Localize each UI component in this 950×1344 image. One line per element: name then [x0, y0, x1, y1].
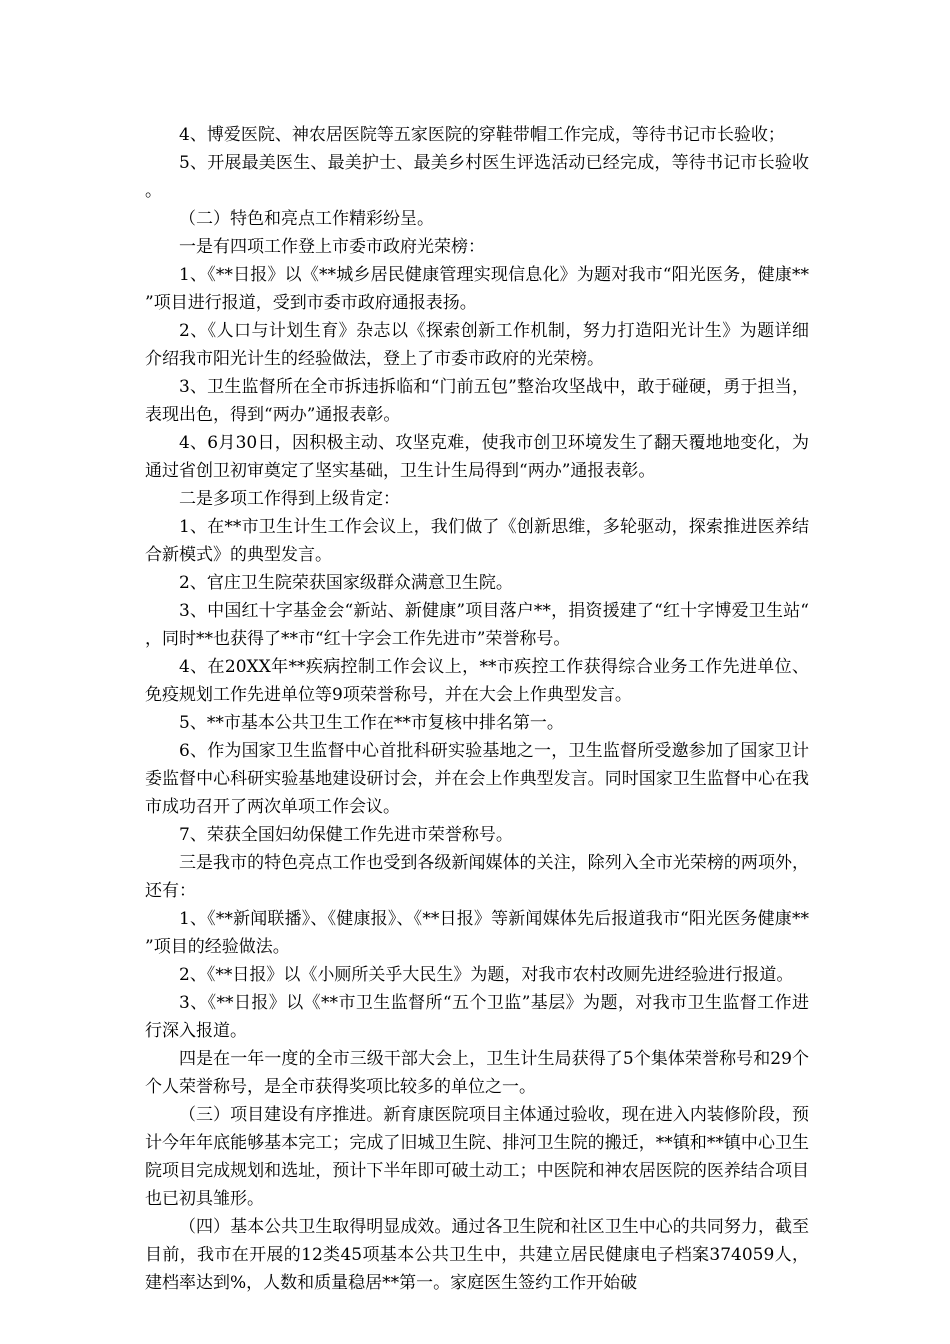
paragraph: 1、《**日报》以《**城乡居民健康管理实现信息化》为题对我市“阳光医务，健康**”项目进行报道，受到市委市政府通报表扬。 — [145, 265, 809, 313]
paragraph: 1、在**市卫生计生工作会议上，我们做了《创新思维，多轮驱动，探索推进医养结合新模式》的典型发言。 — [145, 517, 809, 565]
paragraph: 3、中国红十字基金会“新站、新健康”项目落户**，捐资援建了“红十字博爱卫生站“，同时**也获得了**市“红十字会工作先进市”荣誉称号。 — [145, 601, 809, 649]
paragraph: 6、作为国家卫生监督中心首批科研实验基地之一，卫生监督所受邀参加了国家卫计委监督中心科研实验基地建设研讨会，并在会上作典型发言。同时国家卫生监督中心在我市成功召开了两次单项工作会议。 — [145, 741, 809, 817]
paragraph: 2、《**日报》以《小厕所关乎大民生》为题，对我市农村改厕先进经验进行报道。 — [179, 965, 794, 985]
paragraph: 5、开展最美医生、最美护士、最美乡村医生评选活动已经完成，等待书记市长验收。 — [145, 153, 809, 201]
paragraph: 4、在20XX年**疾病控制工作会议上，**市疾控工作获得综合业务工作先进单位、免疫规划工作先进单位等9项荣誉称号，并在大会上作典型发言。 — [145, 657, 809, 705]
paragraph: （三）项目建设有序推进。新育康医院项目主体通过验收，现在进入内装修阶段，预计今年年底能够基本完工；完成了旧城卫生院、排河卫生院的搬迁，**镇和**镇中心卫生院项目完成规划和选址，预计下半年即可破土动工；中医院和神农居医院的医养结合项目也已初具雏形。 — [145, 1105, 809, 1209]
paragraph: 2、《人口与计划生育》杂志以《探索创新工作机制，努力打造阳光计生》为题详细介绍我市阳光计生的经验做法，登上了市委市政府的光荣榜。 — [145, 321, 809, 369]
paragraph: 一是有四项工作登上市委市政府光荣榜： — [179, 237, 485, 257]
paragraph: 7、荣获全国妇幼保健工作先进市荣誉称号。 — [179, 825, 513, 845]
section-heading: （二）特色和亮点工作精彩纷呈。 — [179, 209, 434, 229]
paragraph: （四）基本公共卫生取得明显成效。通过各卫生院和社区卫生中心的共同努力，截至目前，我市在开展的12类45项基本公共卫生中，共建立居民健康电子档案374059人，建档率达到%，人数和质量稳居**第一。家庭医生签约工作开始破 — [145, 1217, 809, 1293]
paragraph: 1、《**新闻联播》、《健康报》、《**日报》等新闻媒体先后报道我市“阳光医务健康**”项目的经验做法。 — [145, 909, 809, 957]
paragraph: 四是在一年一度的全市三级干部大会上，卫生计生局获得了5个集体荣誉称号和29个个人荣誉称号，是全市获得奖项比较多的单位之一。 — [145, 1049, 809, 1097]
paragraph: 5、**市基本公共卫生工作在**市复核中排名第一。 — [179, 713, 564, 733]
paragraph: 3、卫生监督所在全市拆违拆临和“门前五包”整治攻坚战中，敢于碰硬，勇于担当，表现出色，得到“两办”通报表彰。 — [145, 377, 809, 425]
paragraph: 3、《**日报》以《**市卫生监督所“五个卫监”基层》为题，对我市卫生监督工作进行深入报道。 — [145, 993, 809, 1041]
paragraph: 二是多项工作得到上级肯定： — [179, 489, 400, 509]
document-body — [145, 121, 809, 1297]
paragraph: 4、6月30日，因积极主动、攻坚克难，使我市创卫环境发生了翻天覆地地变化，为通过省创卫初审奠定了坚实基础，卫生计生局得到“两办”通报表彰。 — [145, 433, 809, 481]
paragraph: 三是我市的特色亮点工作也受到各级新闻媒体的关注，除列入全市光荣榜的两项外，还有： — [145, 853, 809, 901]
paragraph: 4、博爱医院、神农居医院等五家医院的穿鞋带帽工作完成，等待书记市长验收； — [179, 125, 785, 145]
paragraph: 2、官庄卫生院荣获国家级群众满意卫生院。 — [179, 573, 513, 593]
